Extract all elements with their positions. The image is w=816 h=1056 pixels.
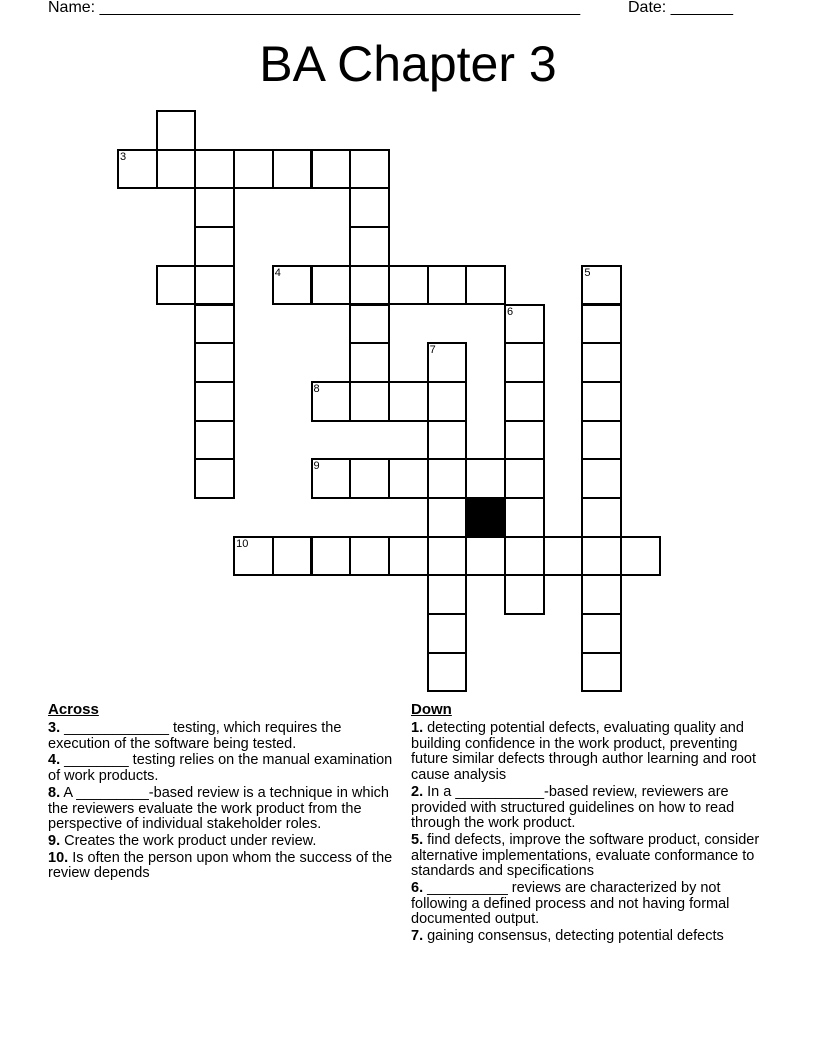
crossword-cell[interactable] xyxy=(581,381,622,422)
across-clues xyxy=(48,701,393,883)
crossword-cell[interactable] xyxy=(349,187,390,228)
crossword-cell[interactable] xyxy=(504,458,545,499)
crossword-cell[interactable] xyxy=(194,458,235,499)
clue-item xyxy=(411,721,771,784)
clue-item xyxy=(411,833,771,880)
crossword-cell[interactable] xyxy=(311,536,352,577)
clue-number-label: 7. xyxy=(411,928,424,945)
date-field-label: Date: _______ xyxy=(628,0,733,16)
crossword-cell[interactable] xyxy=(620,536,661,577)
crossword-cell[interactable] xyxy=(388,536,429,577)
crossword-cell[interactable] xyxy=(504,304,545,345)
clue-number: 6 xyxy=(507,305,514,318)
clue-number-label: 8. xyxy=(48,784,61,801)
clue-text: find defects, improve the software product, consider alternative implementations, evaluate conformance to standards and specifications xyxy=(411,831,760,880)
clue-text: __________ reviews are characterized by not following a defined process and not having formal documented output. xyxy=(411,880,730,928)
crossword-cell[interactable] xyxy=(194,304,235,345)
page-title: BA Chapter 3 xyxy=(259,36,557,92)
clue-item xyxy=(411,785,771,832)
crossword-cell[interactable] xyxy=(194,420,235,461)
crossword-cell[interactable] xyxy=(427,536,468,577)
crossword-cell[interactable] xyxy=(581,304,622,345)
crossword-cell[interactable] xyxy=(581,420,622,461)
across-heading: Across xyxy=(48,701,99,718)
clue-number-label: 6. xyxy=(411,880,424,897)
crossword-cell[interactable] xyxy=(349,536,390,577)
crossword-cell[interactable] xyxy=(543,536,584,577)
crossword-cell[interactable] xyxy=(311,265,352,306)
clue-text: A _________-based review is a technique in which the reviewers evaluate the work product from the perspective of individual stakeholder roles. xyxy=(48,784,389,833)
clue-item xyxy=(411,881,771,928)
crossword-cell[interactable] xyxy=(581,342,622,383)
crossword-cell[interactable] xyxy=(388,381,429,422)
clue-number: 10 xyxy=(236,537,249,550)
clue-number-label: 1. xyxy=(411,720,424,736)
crossword-cell[interactable] xyxy=(504,420,545,461)
clue-number: 8 xyxy=(313,382,320,395)
crossword-cell[interactable] xyxy=(427,574,468,615)
crossword-cell[interactable] xyxy=(233,149,274,190)
crossword-cell[interactable] xyxy=(504,342,545,383)
across-clue-list xyxy=(48,721,393,882)
crossword-cell[interactable] xyxy=(349,265,390,306)
clue-item xyxy=(48,786,393,833)
clue-item xyxy=(48,834,393,850)
clue-item xyxy=(48,851,393,882)
crossword-cell[interactable] xyxy=(388,458,429,499)
clue-number-label: 3. xyxy=(48,720,61,736)
clue-number-label: 2. xyxy=(411,783,424,800)
clue-number-label: 5. xyxy=(411,831,424,848)
crossword-cell[interactable] xyxy=(194,149,235,190)
crossword-cell[interactable] xyxy=(427,265,468,306)
crossword-cell[interactable] xyxy=(117,149,158,190)
crossword-cell[interactable] xyxy=(194,265,235,306)
clue-text: Is often the person upon whom the success of the review depends xyxy=(48,849,393,882)
clue-number-label: 10. xyxy=(48,849,69,866)
crossword-cell[interactable] xyxy=(581,652,622,693)
clue-text: Creates the work product under review. xyxy=(60,832,317,849)
crossword-cell[interactable] xyxy=(194,187,235,228)
crossword-cell[interactable] xyxy=(465,265,506,306)
down-clue-list xyxy=(411,721,771,945)
crossword-cell[interactable] xyxy=(349,226,390,267)
clue-number: 3 xyxy=(120,150,127,163)
crossword-cell[interactable] xyxy=(194,226,235,267)
crossword-cell[interactable] xyxy=(581,574,622,615)
crossword-cell[interactable] xyxy=(311,381,352,422)
crossword-cell[interactable] xyxy=(349,304,390,345)
crossword-cell[interactable] xyxy=(349,381,390,422)
crossword-cell[interactable] xyxy=(272,536,313,577)
down-clues xyxy=(411,701,771,946)
crossword-cell[interactable] xyxy=(349,458,390,499)
crossword-cell[interactable] xyxy=(427,497,468,538)
crossword-cell[interactable] xyxy=(427,458,468,499)
clue-item xyxy=(48,753,393,784)
crossword-cell[interactable] xyxy=(504,497,545,538)
crossword-cell[interactable] xyxy=(581,497,622,538)
crossword-cell[interactable] xyxy=(349,149,390,190)
crossword-cell[interactable] xyxy=(581,613,622,654)
clue-text: In a ___________-based review, reviewers are provided with structured guidelines on how to read through the work product. xyxy=(411,783,735,832)
crossword-cell[interactable] xyxy=(388,265,429,306)
crossword-cell[interactable] xyxy=(581,536,622,577)
crossword-cell[interactable] xyxy=(233,536,274,577)
crossword-cell[interactable] xyxy=(504,536,545,577)
clue-number: 7 xyxy=(429,344,436,357)
crossword-cell[interactable] xyxy=(427,613,468,654)
crossword-cell[interactable] xyxy=(349,342,390,383)
clue-text: detecting potential defects, evaluating quality and building confidence in the work product, preventing future similar defects through author learning and root cause analysis xyxy=(411,720,756,784)
clue-item xyxy=(48,721,393,752)
clue-number-label: 4. xyxy=(48,752,61,769)
crossword-cell[interactable] xyxy=(465,458,506,499)
crossword-cell[interactable] xyxy=(272,265,313,306)
clue-number-label: 9. xyxy=(48,832,61,849)
crossword-cell[interactable] xyxy=(427,342,468,383)
crossword-cell[interactable] xyxy=(194,381,235,422)
crossword-cell[interactable] xyxy=(504,574,545,615)
crossword-cell[interactable] xyxy=(156,110,197,151)
clue-number: 4 xyxy=(274,266,281,279)
clue-number: 5 xyxy=(584,266,591,279)
crossword-cell[interactable] xyxy=(581,458,622,499)
name-field-label: Name: ______________________________________________________ xyxy=(48,0,581,16)
crossword-cell[interactable] xyxy=(465,536,506,577)
crossword-cell[interactable] xyxy=(427,381,468,422)
clue-text: _____________ testing, which requires the execution of the software being tested. xyxy=(48,720,342,752)
black-square xyxy=(465,497,506,538)
crossword-cell[interactable] xyxy=(504,381,545,422)
crossword-cell[interactable] xyxy=(311,458,352,499)
clue-text: ________ testing relies on the manual examination of work products. xyxy=(48,752,393,785)
clue-item xyxy=(411,929,771,945)
crossword-cell[interactable] xyxy=(156,149,197,190)
crossword-cell[interactable] xyxy=(156,265,197,306)
crossword-cell[interactable] xyxy=(272,149,313,190)
clue-number: 9 xyxy=(313,460,320,473)
crossword-cell[interactable] xyxy=(311,149,352,190)
down-heading: Down xyxy=(411,701,452,718)
crossword-cell[interactable] xyxy=(194,342,235,383)
crossword-cell[interactable] xyxy=(427,420,468,461)
crossword-cell[interactable] xyxy=(427,652,468,693)
crossword-cell[interactable] xyxy=(581,265,622,306)
clue-text: gaining consensus, detecting potential defects xyxy=(423,928,724,945)
